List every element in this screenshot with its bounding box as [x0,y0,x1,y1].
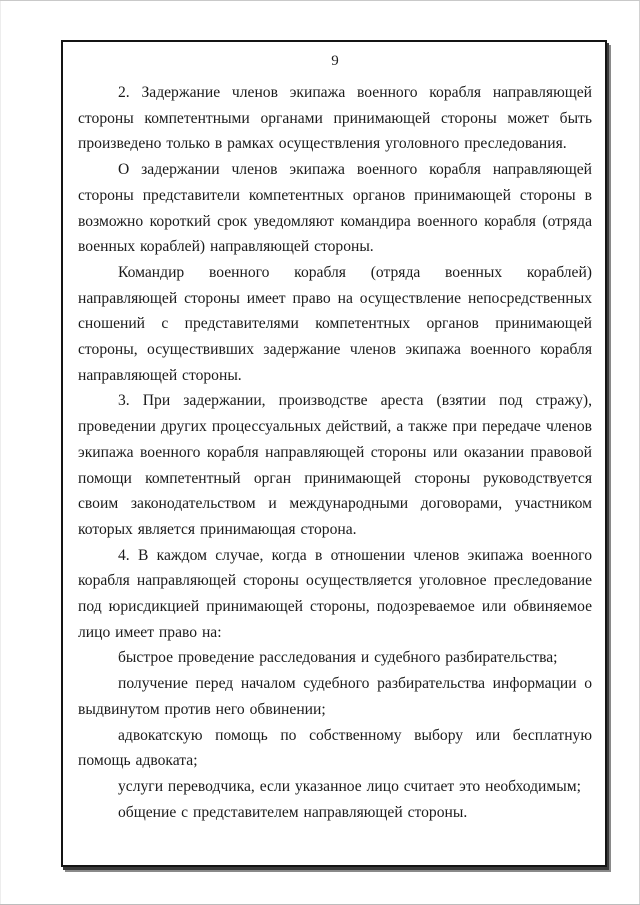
document-page-frame [61,40,607,867]
document-body-text [78,80,592,825]
list-item-paragraph: услуги переводчика, если указанное лицо считает это необходимым; [118,777,581,795]
list-item-paragraph: адвокатскую помощь по собственному выбору или бесплатную помощь адвоката; [78,726,592,770]
list-item-paragraph: получение перед началом судебного разбирательства информации о выдвинутом против него обвинении; [78,675,592,718]
page-number: 9 [331,53,339,69]
paragraph: 3. При задержании, производстве ареста (взятии под стражу), проведении других процессуальных действий, а также при передаче членов экипажа военного корабля направляющей стороны или оказании правовой помощи компетентный орган принимающей стороны руководствуется своим законодательством и международными договорами, участником которых является принимающая сторона. [78,392,592,538]
paragraph: О задержании членов экипажа военного корабля направляющей стороны представители компетентных органов принимающей стороны в возможно короткий срок уведомляют командира военного корабля (отряда военных кораблей) направляющей стороны. [78,161,592,256]
list-item-paragraph: быстрое проведение расследования и судебного разбирательства; [118,649,558,667]
list-item-paragraph: общение с представителем направляющей стороны. [118,803,468,821]
paragraph: 2. Задержание членов экипажа военного корабля направляющей стороны компетентными органами принимающей стороны может быть произведено только в рамках осуществления уголовного преследования. [78,84,592,153]
paragraph: 4. В каждом случае, когда в отношении членов экипажа военного корабля направляющей стороны осуществляется уголовное преследование под юрисдикцией принимающей стороны, подозреваемое или обвиняемое лицо имеет право на: [78,546,592,641]
paragraph: Командир военного корабля (отряда военных кораблей) направляющей стороны имеет право на осуществление непосредственных сношений с представителями компетентных органов принимающей стороны, осуществивших задержание членов экипажа военного корабля направляющей стороны. [78,263,592,384]
